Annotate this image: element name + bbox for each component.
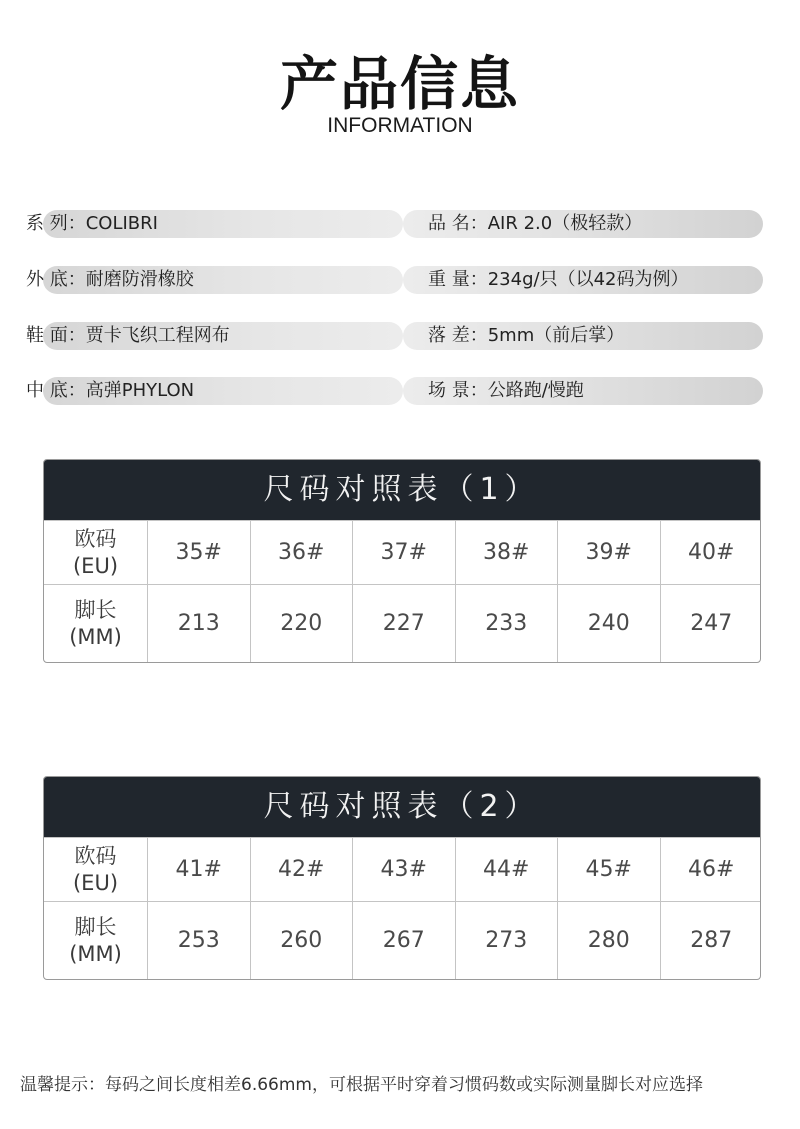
size-cell: 37# xyxy=(352,521,455,584)
table-row-foot-length xyxy=(44,901,760,979)
size-table-1 xyxy=(43,459,761,663)
row-label xyxy=(44,902,147,979)
size-cell: 40# xyxy=(660,521,762,584)
table-row-eu xyxy=(44,837,760,901)
row-label-main: 脚长 xyxy=(74,914,117,939)
info-series: 系 列：COLIBRI xyxy=(26,213,158,234)
size-cell: 39# xyxy=(557,521,660,584)
info-weight: 重 量：234g/只（以42码为例） xyxy=(428,269,689,290)
length-cell: 233 xyxy=(455,585,558,662)
page-title: 产品信息 xyxy=(279,50,520,118)
length-cell: 240 xyxy=(557,585,660,662)
size-cell: 45# xyxy=(557,838,660,901)
row-label-unit: (MM) xyxy=(69,624,122,649)
row-label xyxy=(44,521,147,584)
row-label-unit: (MM) xyxy=(69,941,122,966)
length-cell: 220 xyxy=(250,585,353,662)
size-table-title: 尺码对照表（2） xyxy=(44,777,760,837)
length-cell: 280 xyxy=(557,902,660,979)
table-row-foot-length xyxy=(44,584,760,662)
length-cell: 227 xyxy=(352,585,455,662)
size-cell: 44# xyxy=(455,838,558,901)
row-label xyxy=(44,838,147,901)
info-product-name: 品 名：AIR 2.0（极轻款） xyxy=(428,213,643,234)
row-label-main: 欧码 xyxy=(74,843,117,868)
size-cell: 46# xyxy=(660,838,762,901)
info-outsole: 外 底：耐磨防滑橡胶 xyxy=(26,269,194,290)
row-label-main: 欧码 xyxy=(74,526,117,551)
info-upper: 鞋 面：贾卡飞织工程网布 xyxy=(26,325,230,346)
size-cell: 42# xyxy=(250,838,353,901)
row-label-unit: (EU) xyxy=(72,553,119,578)
size-cell: 41# xyxy=(147,838,250,901)
length-cell: 247 xyxy=(660,585,762,662)
length-cell: 287 xyxy=(660,902,762,979)
size-cell: 43# xyxy=(352,838,455,901)
size-table-title: 尺码对照表（1） xyxy=(44,460,760,520)
length-cell: 253 xyxy=(147,902,250,979)
length-cell: 273 xyxy=(455,902,558,979)
table-row-eu xyxy=(44,520,760,584)
info-midsole: 中 底：高弹PHYLON xyxy=(26,380,195,401)
row-label-main: 脚长 xyxy=(74,597,117,622)
info-scenario: 场 景：公路跑/慢跑 xyxy=(428,380,584,401)
size-cell: 36# xyxy=(250,521,353,584)
length-cell: 267 xyxy=(352,902,455,979)
row-label-unit: (EU) xyxy=(72,870,119,895)
size-table-2 xyxy=(43,776,761,980)
footnote-tip: 温馨提示：每码之间长度相差6.66mm，可根据平时穿着习惯码数或实际测量脚长对应选择 xyxy=(20,1075,703,1095)
info-drop: 落 差：5mm（前后掌） xyxy=(428,325,625,346)
size-cell: 35# xyxy=(147,521,250,584)
size-cell: 38# xyxy=(455,521,558,584)
page-subtitle: INFORMATION xyxy=(327,114,473,137)
length-cell: 213 xyxy=(147,585,250,662)
length-cell: 260 xyxy=(250,902,353,979)
row-label xyxy=(44,585,147,662)
